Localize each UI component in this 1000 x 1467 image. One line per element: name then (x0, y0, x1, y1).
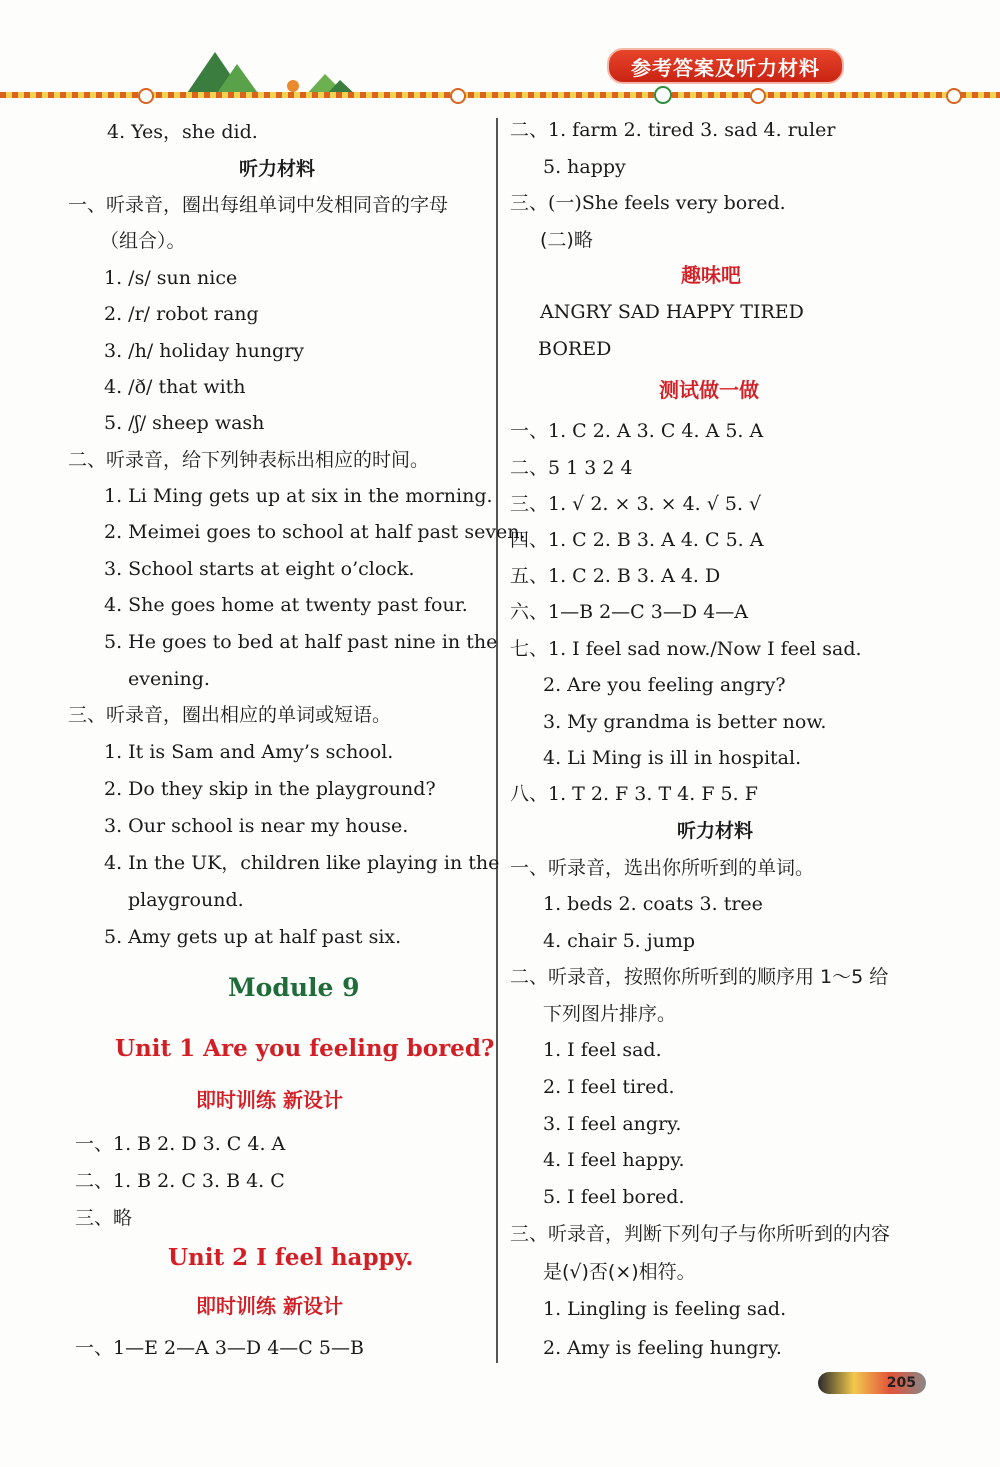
right-text-line: 一、1. C 2. A 3. C 4. A 5. A (510, 420, 764, 442)
left-text-line: 5. /ʃ/ sheep wash (104, 412, 265, 434)
right-text-line: 5. happy (543, 156, 626, 178)
right-text-line: 是(√)否(×)相符。 (543, 1261, 696, 1283)
left-text-line: 1. Li Ming gets up at six in the morning. (104, 485, 493, 507)
page-number: 205 (818, 1372, 926, 1394)
right-text-line: 二、1. farm 2. tired 3. sad 4. ruler (510, 119, 836, 141)
right-text-line: 1. I feel sad. (543, 1039, 662, 1061)
rule-dot-icon (750, 88, 766, 104)
left-text-line: 3. Our school is near my house. (104, 815, 409, 837)
right-text-line: 2. Amy is feeling hungry. (543, 1337, 782, 1359)
right-text-line: 三、(一)She feels very bored. (510, 192, 786, 214)
right-text-line: 听力材料 (677, 820, 754, 842)
left-text-line: 三、略 (75, 1207, 133, 1229)
mountain-decoration-icon (175, 44, 375, 96)
left-text-line: 5. Amy gets up at half past six. (104, 926, 402, 948)
right-text-line: 趣味吧 (681, 263, 741, 287)
left-text-line: 5. He goes to bed at half past nine in the (104, 631, 498, 653)
left-text-line: （组合）。 (100, 230, 186, 252)
left-text-line: Unit 2 I feel happy. (168, 1244, 414, 1271)
left-text-line: 4. /ð/ that with (104, 376, 246, 398)
rule-dot-icon (654, 86, 672, 104)
right-text-line: 四、1. C 2. B 3. A 4. C 5. A (510, 529, 764, 551)
right-text-line: 2. I feel tired. (543, 1076, 675, 1098)
right-text-line: 3. My grandma is better now. (543, 711, 827, 733)
right-text-line: 三、听录音，判断下列句子与你所听到的内容 (510, 1223, 891, 1245)
right-text-line: 3. I feel angry. (543, 1113, 682, 1135)
left-text-line: 2. Do they skip in the playground? (104, 778, 436, 800)
left-text-line: 1. It is Sam and Amy’s school. (104, 741, 394, 763)
rule-dot-icon (450, 88, 466, 104)
right-text-line: 1. beds 2. coats 3. tree (543, 893, 763, 915)
right-text-line: 八、1. T 2. F 3. T 4. F 5. F (510, 783, 758, 805)
right-text-line: 七、1. I feel sad now./Now I feel sad. (510, 638, 862, 660)
left-text-line: 听力材料 (239, 158, 316, 180)
left-text-line: 3. /h/ holiday hungry (104, 340, 305, 362)
right-text-line: (二)略 (540, 229, 593, 251)
left-text-line: 4. Yes，she did. (107, 121, 258, 143)
right-text-line: 测试做一做 (659, 378, 759, 402)
right-text-line: 一、听录音，选出你所听到的单词。 (510, 857, 815, 879)
rule-dot-icon (138, 88, 154, 104)
right-text-line: 二、5 1 3 2 4 (510, 457, 633, 479)
right-text-line: ANGRY SAD HAPPY TIRED (540, 301, 804, 323)
left-text-line: 一、听录音，圈出每组单词中发相同音的字母 (68, 194, 449, 216)
left-text-line: 三、听录音，圈出相应的单词或短语。 (68, 704, 392, 726)
left-text-line: 2. /r/ robot rang (104, 303, 259, 325)
right-text-line: 2. Are you feeling angry? (543, 674, 786, 696)
left-text-line: 4. She goes home at twenty past four. (104, 594, 468, 616)
left-text-line: Module 9 (228, 973, 360, 1002)
right-text-line: 六、1—B 2—C 3—D 4—A (510, 601, 748, 623)
right-text-line: 4. I feel happy. (543, 1149, 685, 1171)
right-text-line: 4. chair 5. jump (543, 930, 696, 952)
right-text-line: BORED (538, 338, 612, 360)
right-text-line: 5. I feel bored. (543, 1186, 685, 1208)
left-text-line: 1. /s/ sun nice (104, 267, 238, 289)
right-text-line: 下列图片排序。 (543, 1003, 677, 1025)
page-header (0, 0, 1000, 112)
left-text-line: 二、1. B 2. C 3. B 4. C (75, 1170, 285, 1192)
left-text-line: 即时训练 新设计 (196, 1294, 343, 1318)
right-text-line: 二、听录音，按照你所听到的顺序用 1～5 给 (510, 966, 889, 988)
section-banner: 参考答案及听力材料 (607, 48, 844, 84)
right-text-line: 五、1. C 2. B 3. A 4. D (510, 565, 721, 587)
left-text-line: 3. School starts at eight o’clock. (104, 558, 415, 580)
left-text-line: 即时训练 新设计 (196, 1088, 343, 1112)
right-text-line: 1. Lingling is feeling sad. (543, 1298, 787, 1320)
left-text-line: 2. Meimei goes to school at half past seven. (104, 521, 526, 543)
left-text-line: 4. In the UK，children like playing in the (104, 852, 500, 874)
left-text-line: evening. (128, 668, 210, 690)
left-text-line: 一、1—E 2—A 3—D 4—C 5—B (75, 1337, 364, 1359)
rule-dot-icon (946, 88, 962, 104)
left-text-line: 二、听录音，给下列钟表标出相应的时间。 (68, 449, 430, 471)
left-text-line: playground. (128, 889, 244, 911)
left-text-line: 一、1. B 2. D 3. C 4. A (75, 1133, 286, 1155)
right-text-line: 三、1. √ 2. × 3. × 4. √ 5. √ (510, 493, 762, 515)
left-text-line: Unit 1 Are you feeling bored? (115, 1035, 495, 1062)
column-divider (496, 118, 498, 1363)
right-text-line: 4. Li Ming is ill in hospital. (543, 747, 802, 769)
